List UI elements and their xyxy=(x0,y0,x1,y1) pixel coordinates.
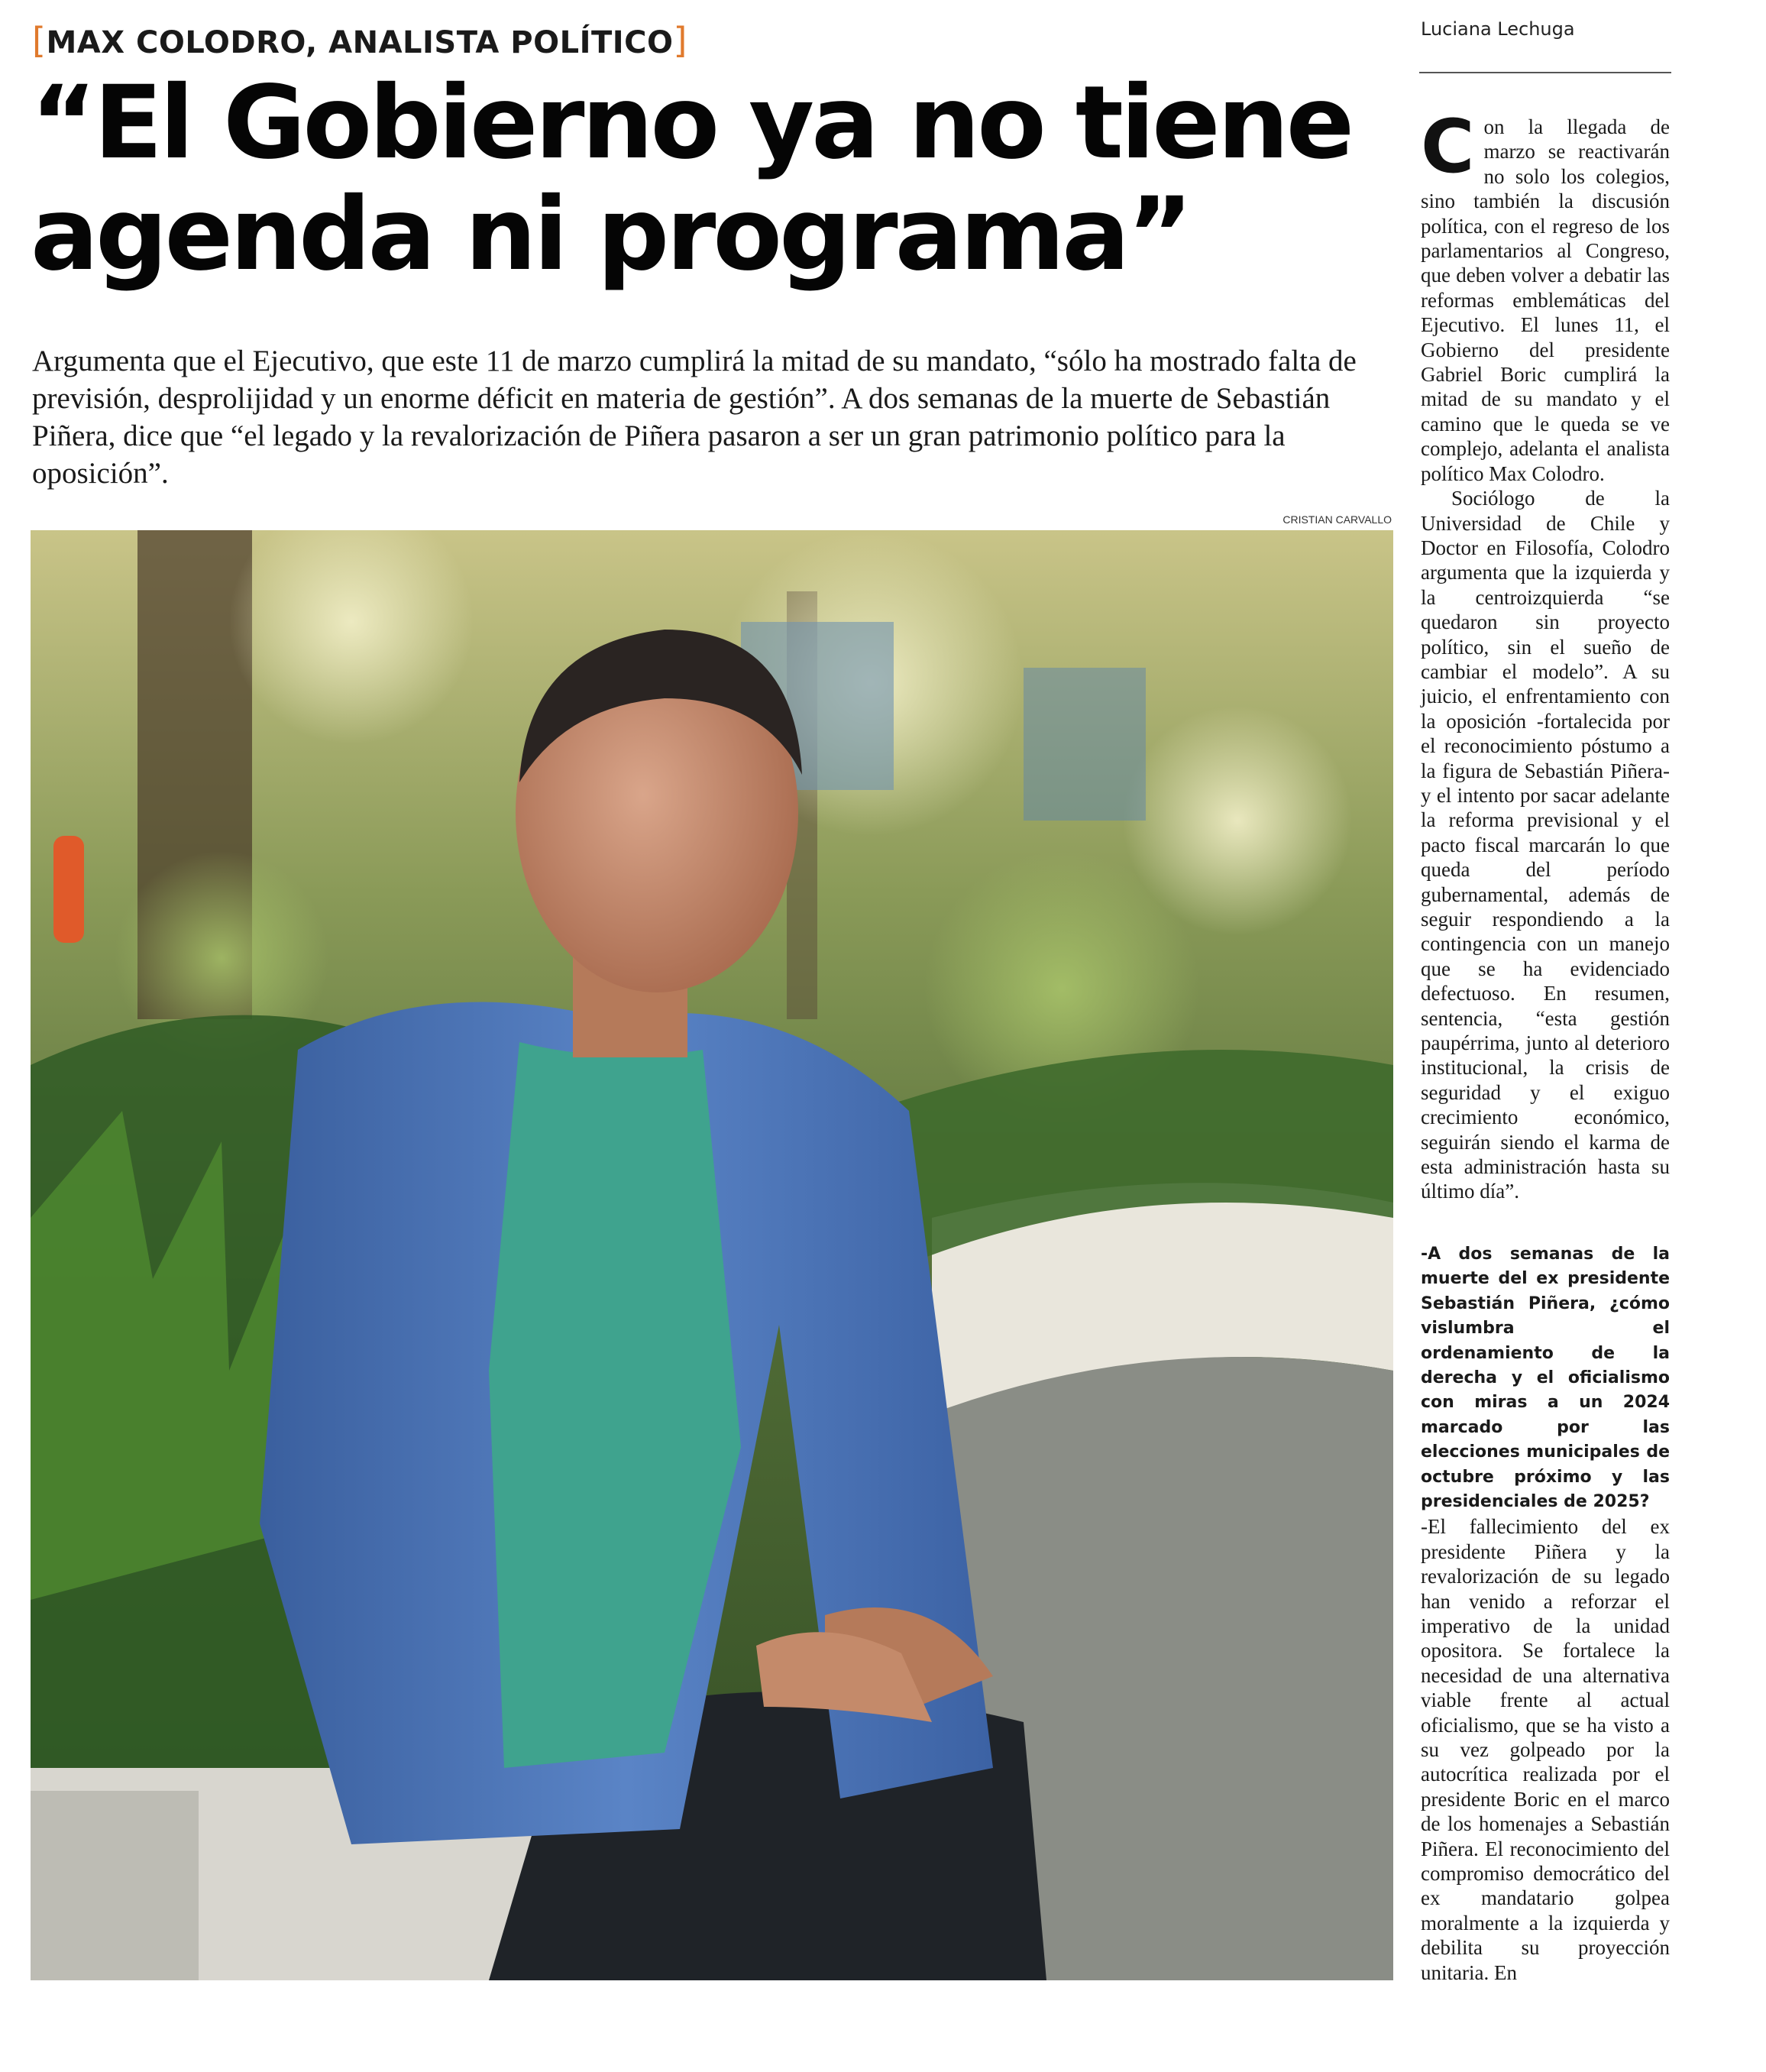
body-paragraph xyxy=(1421,104,1670,486)
byline-divider xyxy=(1419,72,1671,73)
byline: Luciana Lechuga xyxy=(1421,18,1575,40)
portrait-illustration xyxy=(31,530,1393,1980)
interview-answer: -El fallecimiento del ex presidente Piñera y la revalorización de su legado han venido a reforzar el imperativo de la unidad opositora. Se fortalece la necesidad de una alternativa viable frente al actual oficialismo, que se ha visto a su vez golpeado por la autocrítica realizada por el presidente Boric en el marco de los homenajes a Sebastián Piñera. El reconocimiento del compromiso democrático del ex mandatario golpea moralmente a la izquierda y debilita su proyección unitaria. En xyxy=(1421,1515,1670,1984)
kicker-open-bracket: [ xyxy=(32,20,47,61)
paragraph-text: on la llegada de marzo se reactivarán no solo los colegios, sino también la discusión política, con el regreso de los parlamentarios al Congreso, que deben volver a debatir las reformas emblemáticas del Ejecutivo. El lunes 11, el Gobierno del presidente Gabriel Boric cumplirá la mitad de su mandato y el camino que le queda se ve complejo, adelanta el analista político Max Colodro. xyxy=(1421,115,1670,485)
deck-summary: Argumenta que el Ejecutivo, que este 11 de marzo cumplirá la mitad de su mandato, “sólo ha mostrado falta de previsión, desprolijidad y un enorme déficit en materia de gestión”. A dos semanas de la muerte de Sebastián Piñera, dice que “el legado y la revalorización de Piñera pasaron a ser un gran patrimonio político para la oposición”. xyxy=(32,345,1357,490)
portrait-photo xyxy=(31,530,1393,1980)
section-kicker xyxy=(32,20,687,61)
interview-question: -A dos semanas de la muerte del ex presidente Sebastián Piñera, ¿cómo vislumbra el ordenamiento de la derecha y el oficialismo con miras a un 2024 marcado por las elecciones municipales de octubre próximo y las presidenciales de 2025? xyxy=(1421,1244,1670,1511)
photo-credit: CRISTIAN CARVALLO xyxy=(1282,513,1392,526)
headline: “El Gobierno ya no tiene agenda ni programa” xyxy=(31,64,1352,293)
body-paragraph: Sociólogo de la Universidad de Chile y Doctor en Filosofía, Colodro argumenta que la izquierda y la centroizquierda “se quedaron sin proyecto político, sin el sueño de cambiar el modelo”. A su juicio, el enfrentamiento con la oposición -fortalecida por el reconocimiento póstumo a la figura de Sebastián Piñera- y el intento por sacar adelante la reforma previsional y el pacto fiscal marcarán lo que queda del período gubernamental, además de seguir respondiendo a la contingencia con un manejo que se ha evidenciado defectuoso. En resumen, sentencia, “esta gestión paupérrima, junto al deterioro institucional, la crisis de seguridad y el exiguo crecimiento económico, seguirán siendo el karma de esta administración hasta su último día”. xyxy=(1421,487,1670,1203)
body-column xyxy=(1421,104,1670,1985)
kicker-close-bracket: ] xyxy=(673,20,687,61)
kicker-text: MAX COLODRO, ANALISTA POLÍTICO xyxy=(46,25,674,60)
drop-cap: C xyxy=(1421,104,1475,189)
